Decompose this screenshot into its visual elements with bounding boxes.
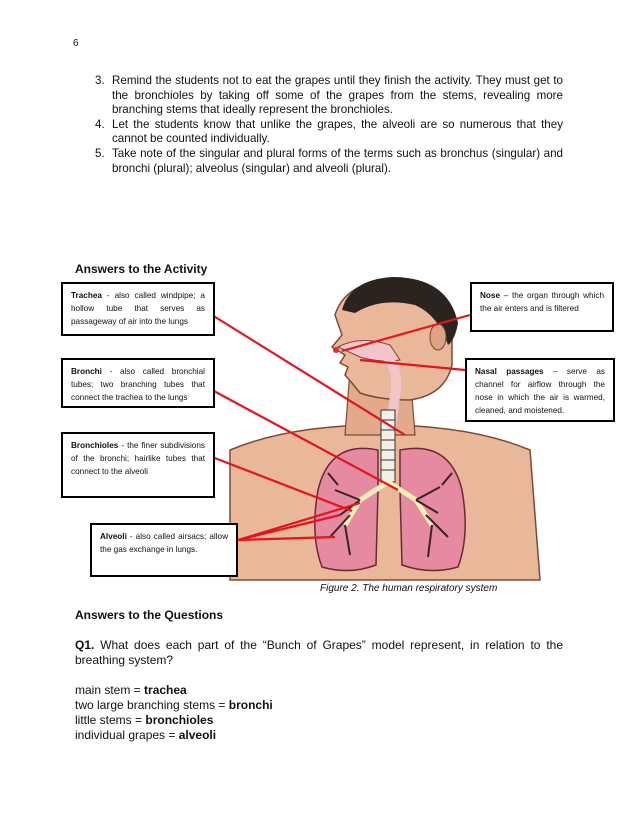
page-number: 6 <box>73 38 79 49</box>
callout-text: - also called windpipe; a hollow tube that serves as passageway of air into the lungs <box>71 291 205 326</box>
callout-text: - also called airsacs; allow the gas exchange in lungs. <box>100 532 228 554</box>
callout-term: Nose <box>480 291 501 300</box>
callout-text: - the finer subdivisions of the bronchi; hairlike tubes that connect to the alveoli <box>71 441 205 476</box>
activity-heading: Answers to the Activity <box>75 262 208 276</box>
answer-prefix: main stem = <box>75 683 145 697</box>
answer-prefix: individual grapes = <box>75 728 179 742</box>
callout-nasal-passages <box>465 358 615 422</box>
callout-term: Trachea <box>71 291 102 300</box>
callout-trachea <box>61 282 215 336</box>
answer-line <box>75 713 273 728</box>
question-q1 <box>75 638 563 668</box>
callout-term: Alveoli <box>100 532 127 541</box>
step-number: 3. <box>95 74 105 87</box>
answer-term: trachea <box>144 683 187 697</box>
callout-nose <box>470 282 614 332</box>
step-item <box>95 147 563 176</box>
questions-heading: Answers to the Questions <box>75 608 224 622</box>
answer-list <box>75 683 273 743</box>
callout-term: Nasal passages <box>475 367 544 376</box>
step-text: Take note of the singular and plural forms of the terms such as bronchus (singular) and bronchi (plural); alveolus (singular) and alveoli (plural). <box>112 146 563 175</box>
step-text: Let the students know that unlike the grapes, the alveoli are so numerous that they cannot be counted individually. <box>112 117 563 146</box>
instruction-steps <box>95 74 563 176</box>
callout-alveoli <box>90 523 238 577</box>
step-number: 5. <box>95 146 105 160</box>
callout-bronchioles <box>61 432 215 498</box>
callout-bronchi <box>61 358 215 408</box>
answer-term: bronchioles <box>145 713 214 727</box>
step-number: 4. <box>95 117 105 131</box>
question-label: Q1. <box>75 638 95 652</box>
answer-term: bronchi <box>228 698 273 712</box>
callout-term: Bronchi <box>71 367 102 376</box>
ear-shape <box>430 324 446 350</box>
nostril-marker <box>333 347 339 353</box>
callout-text: – serve as channel for airflow through the nose in which the air is warmed, cleaned, and moistened. <box>475 367 605 415</box>
callout-text: – the organ through which the air enters and is filtered <box>480 291 604 313</box>
answer-line <box>75 683 273 698</box>
callout-term: Bronchioles <box>71 441 119 450</box>
callout-text: - also called bronchial tubes; two branching tubes that connect the trachea to the lungs <box>71 367 205 402</box>
answer-prefix: two large branching stems = <box>75 698 229 712</box>
question-text: What does each part of the “Bunch of Grapes” model represent, in relation to the breathing system? <box>75 638 563 667</box>
answer-term: alveoli <box>178 728 217 742</box>
figure-caption: Figure 2. The human respiratory system <box>320 583 498 594</box>
step-item <box>95 74 563 118</box>
answer-line <box>75 698 273 713</box>
step-text: Remind the students not to eat the grapes until they finish the activity. They must get to the bronchioles by taking off some of the grapes from the stems, revealing more branching stems that ideally represent the bronchioles. <box>112 74 563 117</box>
answer-line <box>75 728 273 743</box>
answer-prefix: little stems = <box>75 713 146 727</box>
step-item <box>95 118 563 147</box>
